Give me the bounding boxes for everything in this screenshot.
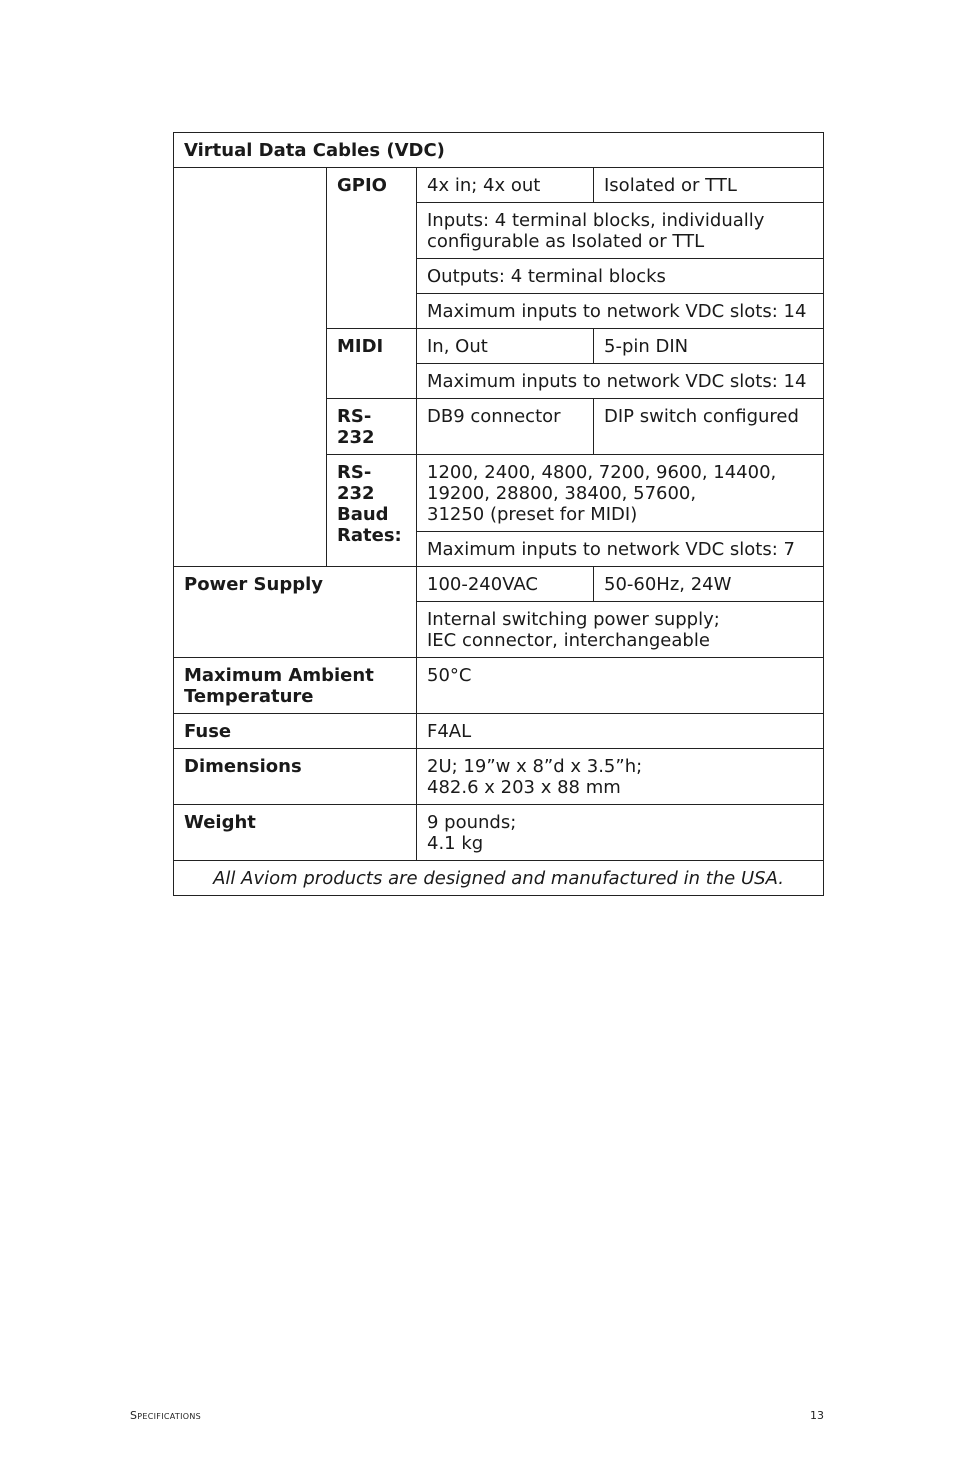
midi-max-slots: Maximum inputs to network VDC slots: 14 — [417, 364, 824, 399]
temperature-label — [174, 658, 417, 714]
rs232-label: RS-232 — [327, 399, 417, 455]
dimensions-label: Dimensions — [174, 749, 417, 805]
table-row — [174, 133, 824, 168]
table-row — [174, 805, 824, 861]
specifications-table — [173, 132, 824, 896]
baud-label-line2: Baud — [337, 504, 389, 525]
power-supply-label: Power Supply — [174, 567, 417, 658]
midi-ports: In, Out — [417, 329, 594, 364]
fuse-label: Fuse — [174, 714, 417, 749]
weight-value — [417, 805, 824, 861]
gpio-inputs-line2: configurable as Isolated or TTL — [427, 231, 705, 252]
table-row — [174, 861, 824, 896]
manufacturing-footnote: All Aviom products are designed and manufactured in the USA. — [174, 861, 824, 896]
weight-label: Weight — [174, 805, 417, 861]
gpio-io-type: Isolated or TTL — [594, 168, 824, 203]
rs232-connector: DB9 connector — [417, 399, 594, 455]
midi-label: MIDI — [327, 329, 417, 399]
temperature-label-line2: Temperature — [184, 686, 314, 707]
gpio-inputs-desc — [417, 203, 824, 259]
temperature-label-line1: Maximum Ambient — [184, 665, 374, 686]
power-desc-line1: Internal switching power supply; — [427, 609, 720, 630]
baud-rates-line1: 1200, 2400, 4800, 7200, 9600, 14400, — [427, 462, 777, 483]
gpio-inputs-line1: Inputs: 4 terminal blocks, individually — [427, 210, 765, 231]
table-row — [174, 168, 824, 203]
baud-rates-line2: 19200, 28800, 38400, 57600, — [427, 483, 697, 504]
table-row — [174, 567, 824, 602]
fuse-value: F4AL — [417, 714, 824, 749]
dimensions-value-line2: 482.6 x 203 x 88 mm — [427, 777, 621, 798]
dimensions-value — [417, 749, 824, 805]
baud-rates-line3: 31250 (preset for MIDI) — [427, 504, 638, 525]
temperature-value: 50°C — [417, 658, 824, 714]
baud-label-line1: RS-232 — [337, 462, 375, 504]
rs232-config: DIP switch configured — [594, 399, 824, 455]
table-row — [174, 749, 824, 805]
power-desc-line2: IEC connector, interchangeable — [427, 630, 710, 651]
page-footer — [130, 1409, 824, 1425]
rs232-max-slots: Maximum inputs to network VDC slots: 7 — [417, 532, 824, 567]
baud-label — [327, 455, 417, 567]
footer-section-title: Specifications — [130, 1409, 202, 1422]
baud-rates — [417, 455, 824, 532]
power-frequency: 50-60Hz, 24W — [594, 567, 824, 602]
power-desc — [417, 602, 824, 658]
gpio-label: GPIO — [327, 168, 417, 329]
gpio-outputs-desc: Outputs: 4 terminal blocks — [417, 259, 824, 294]
power-voltage: 100-240VAC — [417, 567, 594, 602]
empty-cell — [174, 168, 327, 567]
table-row — [174, 714, 824, 749]
weight-value-line1: 9 pounds; — [427, 812, 517, 833]
dimensions-value-line1: 2U; 19”w x 8”d x 3.5”h; — [427, 756, 643, 777]
table-header-vdc: Virtual Data Cables (VDC) — [174, 133, 824, 168]
page-number: 13 — [810, 1409, 824, 1422]
gpio-max-slots: Maximum inputs to network VDC slots: 14 — [417, 294, 824, 329]
table-row — [174, 658, 824, 714]
weight-value-line2: 4.1 kg — [427, 833, 484, 854]
gpio-io-count: 4x in; 4x out — [417, 168, 594, 203]
baud-label-line3: Rates: — [337, 525, 402, 546]
midi-connector: 5-pin DIN — [594, 329, 824, 364]
